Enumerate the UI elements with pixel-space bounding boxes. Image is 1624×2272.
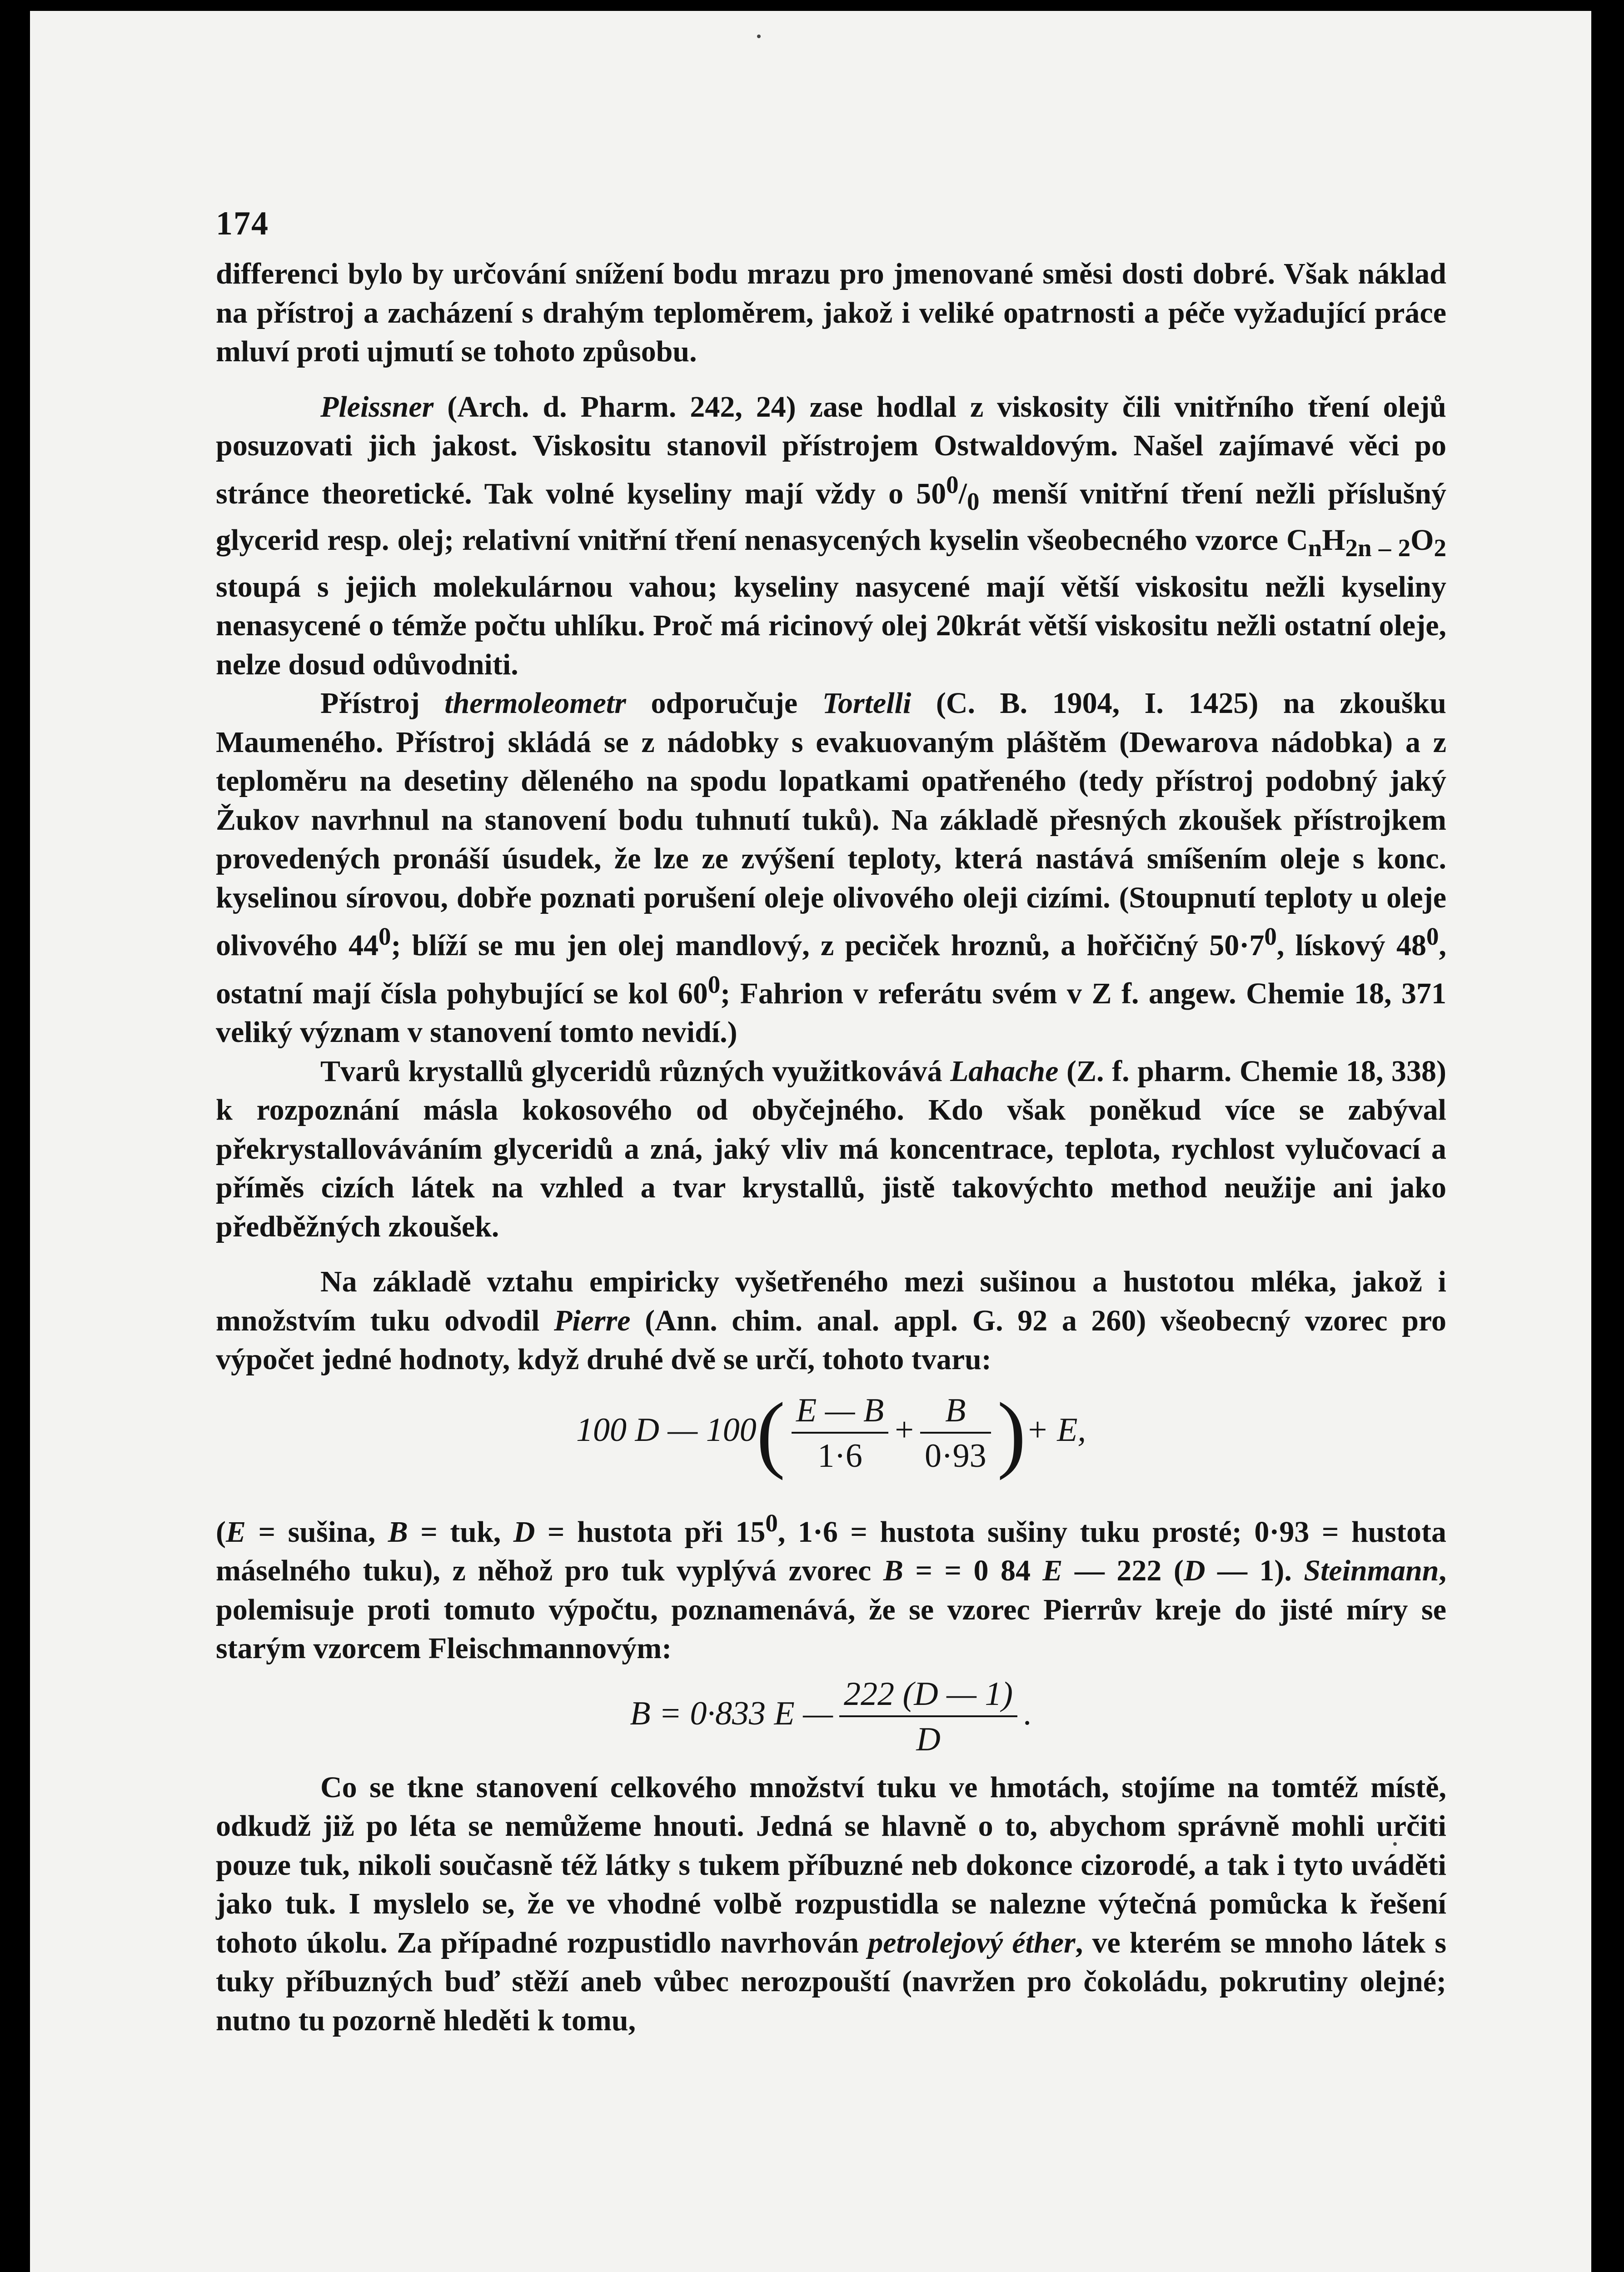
paragraph: Na základě vztahu empiricky vyšetřeného mezi sušinou a hustotou mléka, jakož i množstvím tuku odvodil Pierre (Ann. chim. anal. appl. G. 92 a 260) všeobecný vzorec pro výpočet jedné hodnoty, když druhé dvě se určí, tohoto tvaru:: [216, 1265, 1447, 1376]
denominator: 0·93: [920, 1432, 991, 1473]
left-paren: (: [756, 1385, 785, 1481]
fraction: [792, 1391, 888, 1475]
paragraph: Pleissner (Arch. d. Pharm. 242, 24) zase hodlal z viskosity čili vnitřního tření olejů posuzovati jich jakost. Viskositu stanovil přístrojem Ostwaldovým. Našel zajímavé věci po stránce theoretické. Tak volné kyseliny mají vždy o $50^0/_0$ menší vnitřní tření nežli příslušný glycerid resp. olej; relativní vnitřní tření nenasycených kyselin všeobecného vzorce $C_nH_{2n - 2}O_2$ stoupá s jejich molekulárnou vahou; kyseliny nasycené mají větší viskositu nežli kyseliny nenasycené o témže počtu uhlíku. Proč má ricinový olej 20krát větší viskositu nežli ostatní oleje, nelze dosud odůvodniti.: [216, 390, 1447, 681]
author-name: Pierre: [553, 1304, 631, 1337]
denominator: 1·6: [792, 1432, 888, 1473]
formula-lead: B = 0·833 E —: [630, 1694, 833, 1732]
pierre-formula: [216, 1385, 1446, 1504]
author-name: Tortelli: [822, 687, 912, 720]
body-text: [216, 254, 1446, 2040]
paragraph: Co se tkne stanovení celkového množství tuku ve hmotách, stojíme na tomtéž místě, odkudž již po léta se nemůžeme hnouti. Jedná se hlavně o to, abychom správně mohli určiti pouze tuk, nikoli současně též látky s tukem příbuzné neb dokonce cizorodé, a tak i tyto uváděti jako tuk. I myslelo se, že ve vhodné volbě rozpustidla se nalezne výtečná pomůcka k řešení tohoto úkolu. Za případné rozpustidlo navrhován petrolejový éther, ve kterém se mnoho látek s tuky příbuzných buď stěží aneb vůbec nerozpouští (navržen pro čokoládu, pokrutiny olejné; nutno tu pozorně hleděti k tomu,: [216, 1770, 1446, 2037]
fraction: [920, 1391, 991, 1475]
scan-speck: [757, 35, 761, 38]
author-name: Lahache: [950, 1054, 1059, 1088]
denominator: D: [839, 1715, 1017, 1756]
author-name: Pleissner: [320, 390, 434, 424]
term: petrolejový éther: [868, 1926, 1076, 1959]
paragraph: (E = sušina, B = tuk, D = hustota při $15^0$, 1·6 = hustota sušiny tuku prosté; 0·93 = hustota máselného tuku), z něhož pro tuk vyplývá zvorec B = = 0 84 E — 222 (D — 1). Steinmann, polemisuje proti tomuto výpočtu, poznamenává, že se vzorec Pierrův kreje do jisté míry se starým vzorcem Fleischmannovým:: [216, 1509, 1447, 1665]
formula-tail: .: [1024, 1694, 1032, 1732]
formula-lead: 100 D — 100: [576, 1411, 757, 1449]
numerator: E — B: [796, 1391, 884, 1429]
steinmann-formula: [216, 1677, 1446, 1768]
fraction: [839, 1677, 1017, 1756]
paragraph: differenci bylo by určování snížení bodu mrazu pro jmenované směsi dosti dobré. Však náklad na přístroj a zacházení s drahým teploměrem, jakož i veliké opatrnosti a péče vyžadující práce mluví proti ujmutí se tohoto způsobu.: [216, 257, 1446, 368]
numerator: B: [945, 1391, 966, 1429]
right-paren: ): [997, 1385, 1026, 1481]
page-number: 174: [216, 205, 269, 242]
paragraph: Přístroj thermoleometr odporučuje Tortelli (C. B. 1904, I. 1425) na zkoušku Maumeného. Přístroj skládá se z nádobky s evakuovaným pláštěm (Dewarova nádobka) a z teploměru na desetiny děleného na spodu lopatkami opatřeného (tedy přístroj podobný jaký Žukov navrhnul na stanovení bodu tuhnutí tuků). Na základě přesných zkoušek přístrojkem provedených pronáší úsudek, že lze ze zvýšení teploty, která nastává smíšením oleje s konc. kyselinou sírovou, dobře poznati porušení oleje olivového oleji cizími. (Stoupnutí teploty u oleje olivového $44^0$; blíží se mu jen olej mandlový, z peciček hroznů, a hořčičný $50\cdot 7^0$, lískový $48^0$, ostatní mají čísla pohybující se kol $60^0$; Fahrion v referátu svém v Z f. angew. Chemie 18, 371 veliký význam v stanovení tomto nevidí.): [216, 687, 1446, 1049]
paragraph: Tvarů krystallů glyceridů různých využitkovává Lahache (Z. f. pharm. Chemie 18, 338) k rozpoznání másla kokosového od obyčejného. Kdo však poněkud více se zabýval překrystallováváním glyceridů a zná, jaký vliv má koncentrace, teplota, rychlost vylučovací a příměs cizích látek na vzhled a tvar krystallů, jistě takovýchto method neužije ani jako předběžných zkoušek.: [216, 1054, 1446, 1243]
numerator: 222 (D — 1): [844, 1675, 1013, 1713]
term: thermoleometr: [444, 687, 626, 720]
formula-tail: + E,: [1026, 1411, 1086, 1449]
plus-sign: +: [895, 1411, 914, 1449]
author-name: Steinmann: [1304, 1554, 1439, 1588]
